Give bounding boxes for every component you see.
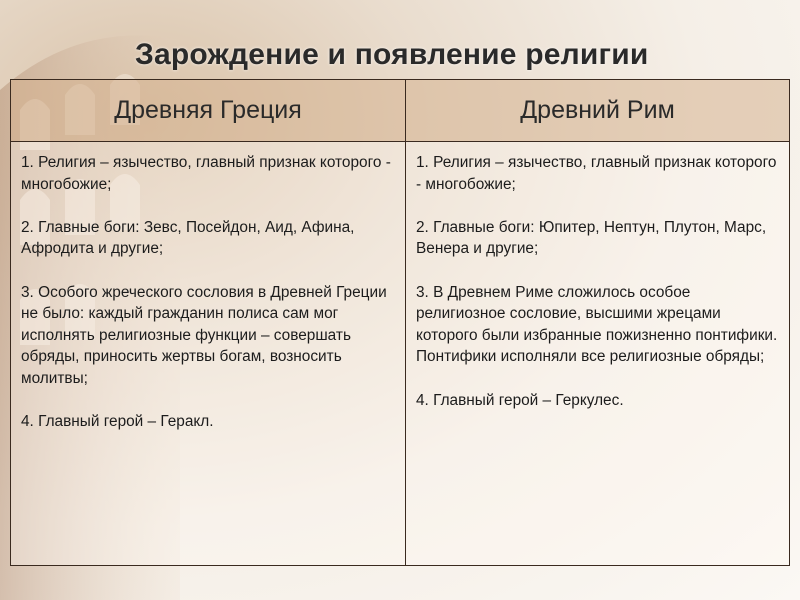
greece-cell: [11, 142, 406, 566]
rome-item-religion: 1. Религия – язычество, главный признак которого - многобожие;: [416, 154, 777, 193]
column-header-rome: Древний Рим: [406, 80, 790, 142]
rome-item-hero: 4. Главный герой – Геркулес.: [416, 391, 624, 409]
greece-item-priesthood: 3. Особого жреческого сословия в Древней Греции не было: каждый гражданин полиса сам мог исполнять религиозные функции – совершать обряды, приносить жертвы богам, возносить молитвы;: [21, 283, 387, 387]
comparison-table: [10, 79, 790, 566]
rome-cell: [406, 142, 790, 566]
rome-item-gods: 2. Главные боги: Юпитер, Нептун, Плутон, Марс, Венера и другие;: [416, 218, 767, 258]
greece-item-hero: 4. Главный герой – Геракл.: [21, 413, 214, 431]
rome-item-priesthood: 3. В Древнем Риме сложилось особое религиозное сословие, высшими жрецами которого были избранные пожизненно понтифики. Понтифики исполняли все религиозные обряды;: [416, 283, 778, 366]
greece-item-religion: 1. Религия – язычество, главный признак которого - многобожие;: [21, 154, 391, 193]
page-title: Зарождение и появление религии: [135, 38, 649, 71]
column-header-greece: Древняя Греция: [11, 80, 406, 142]
table-row: [11, 142, 790, 566]
table-header-row: [11, 80, 790, 142]
greece-item-gods: 2. Главные боги: Зевс, Посейдон, Аид, Афина, Афродита и другие;: [21, 218, 355, 258]
